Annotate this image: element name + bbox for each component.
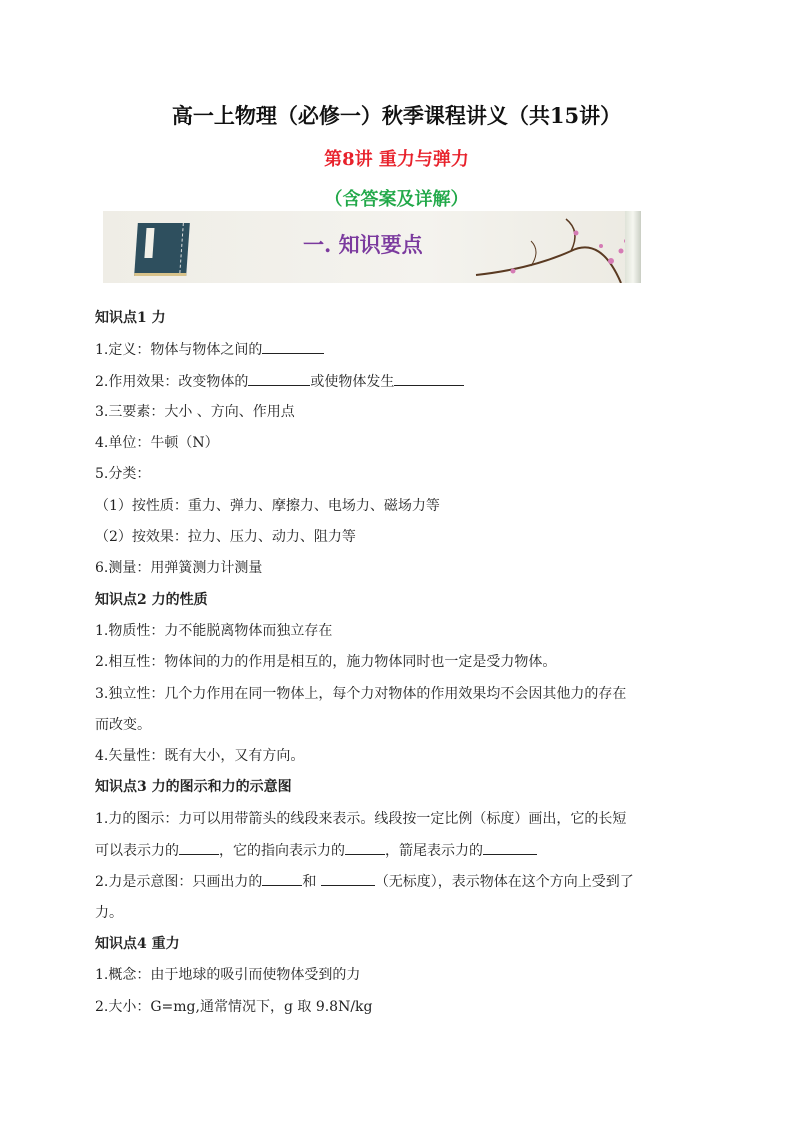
text-line [95,557,715,588]
text-segment: ，它的指向表示力的 [219,843,345,860]
scroll-decoration [625,211,641,283]
lecture-subtitle: 第8讲 重力与弹力 [324,149,469,170]
text-segment: （无标度），表示物体在这个方向上受到了 [374,874,634,891]
text-segment: 4.单位：牛顿（N） [95,435,219,452]
fill-in-blank [483,839,537,855]
text-segment: 3.独立性：几个力作用在同一物体上，每个力对物体的作用效果均不会因其他力的存在 [95,685,627,702]
text-line [95,401,715,432]
fill-in-blank [345,839,385,855]
text-segment: 和 [302,874,321,891]
section-banner [103,211,641,283]
text-segment: 可以表示力的 [95,843,179,860]
text-segment: 而改变。 [95,716,151,733]
text-line [95,651,715,682]
text-segment: 1.物质性：力不能脱离物体而独立存在 [95,622,333,639]
fill-in-blank [394,370,464,386]
document-title: 高一上物理（必修一）秋季课程讲义（共15讲） [171,103,622,128]
fill-in-blank [262,338,324,354]
text-segment: 3.三要素：大小 、方向、作用点 [95,403,295,420]
text-line [95,432,715,463]
text-segment: （1）按性质：重力、弹力、摩擦力、电场力、磁场力等 [95,497,440,514]
text-line [95,338,715,369]
text-segment: 6.测量：用弹簧测力计测量 [95,560,263,577]
plum-blossom-decoration [471,211,641,283]
text-segment: 知识点2 力的性质 [95,591,208,608]
book-icon [134,223,190,276]
text-segment: 1.概念：由于地球的吸引而使物体受到的力 [95,967,361,984]
text-segment: 4.矢量性：既有大小，又有方向。 [95,748,305,765]
text-segment: 2.大小：G=mg,通常情况下，g 取 9.8N/kg [95,998,373,1015]
text-line [95,808,715,839]
text-segment: 1.力的图示：力可以用带箭头的线段来表示。线段按一定比例（标度）画出，它的长短 [95,810,627,827]
text-segment: 知识点3 力的图示和力的示意图 [95,779,292,796]
text-segment: 知识点4 重力 [95,935,180,952]
text-line [95,964,715,995]
text-line [95,714,715,745]
text-segment: 1.定义：物体与物体之间的 [95,342,263,359]
text-line [95,370,715,401]
text-segment: 2.作用效果：改变物体的 [95,373,249,390]
text-line [95,870,715,901]
text-segment: 知识点1 力 [95,310,166,326]
fill-in-blank [248,370,310,386]
text-line [95,745,715,776]
text-line [95,839,715,870]
text-line [95,996,715,1027]
text-segment: 2.力是示意图：只画出力的 [95,874,263,891]
text-segment: 2.相互性：物体间的力的作用是相互的，施力物体同时也一定是受力物体。 [95,654,557,671]
text-line [95,495,715,526]
text-line [95,620,715,651]
document-body [95,307,715,1027]
fill-in-blank [262,870,302,886]
section-heading [95,933,715,964]
text-segment: 5.分类： [95,466,151,483]
text-segment: 或使物体发生 [310,373,395,390]
text-line [95,683,715,714]
fill-in-blank [321,870,375,886]
text-line [95,902,715,933]
text-segment: 力。 [95,904,123,921]
banner-heading: 一. 知识要点 [303,232,423,257]
section-heading [95,776,715,807]
section-heading [95,307,715,338]
text-segment: ，箭尾表示力的 [385,843,483,860]
text-line [95,526,715,557]
text-line [95,463,715,494]
answer-note: （含答案及详解） [324,189,469,210]
fill-in-blank [179,839,219,855]
section-heading [95,589,715,620]
text-segment: （2）按效果：拉力、压力、动力、阻力等 [95,529,356,546]
